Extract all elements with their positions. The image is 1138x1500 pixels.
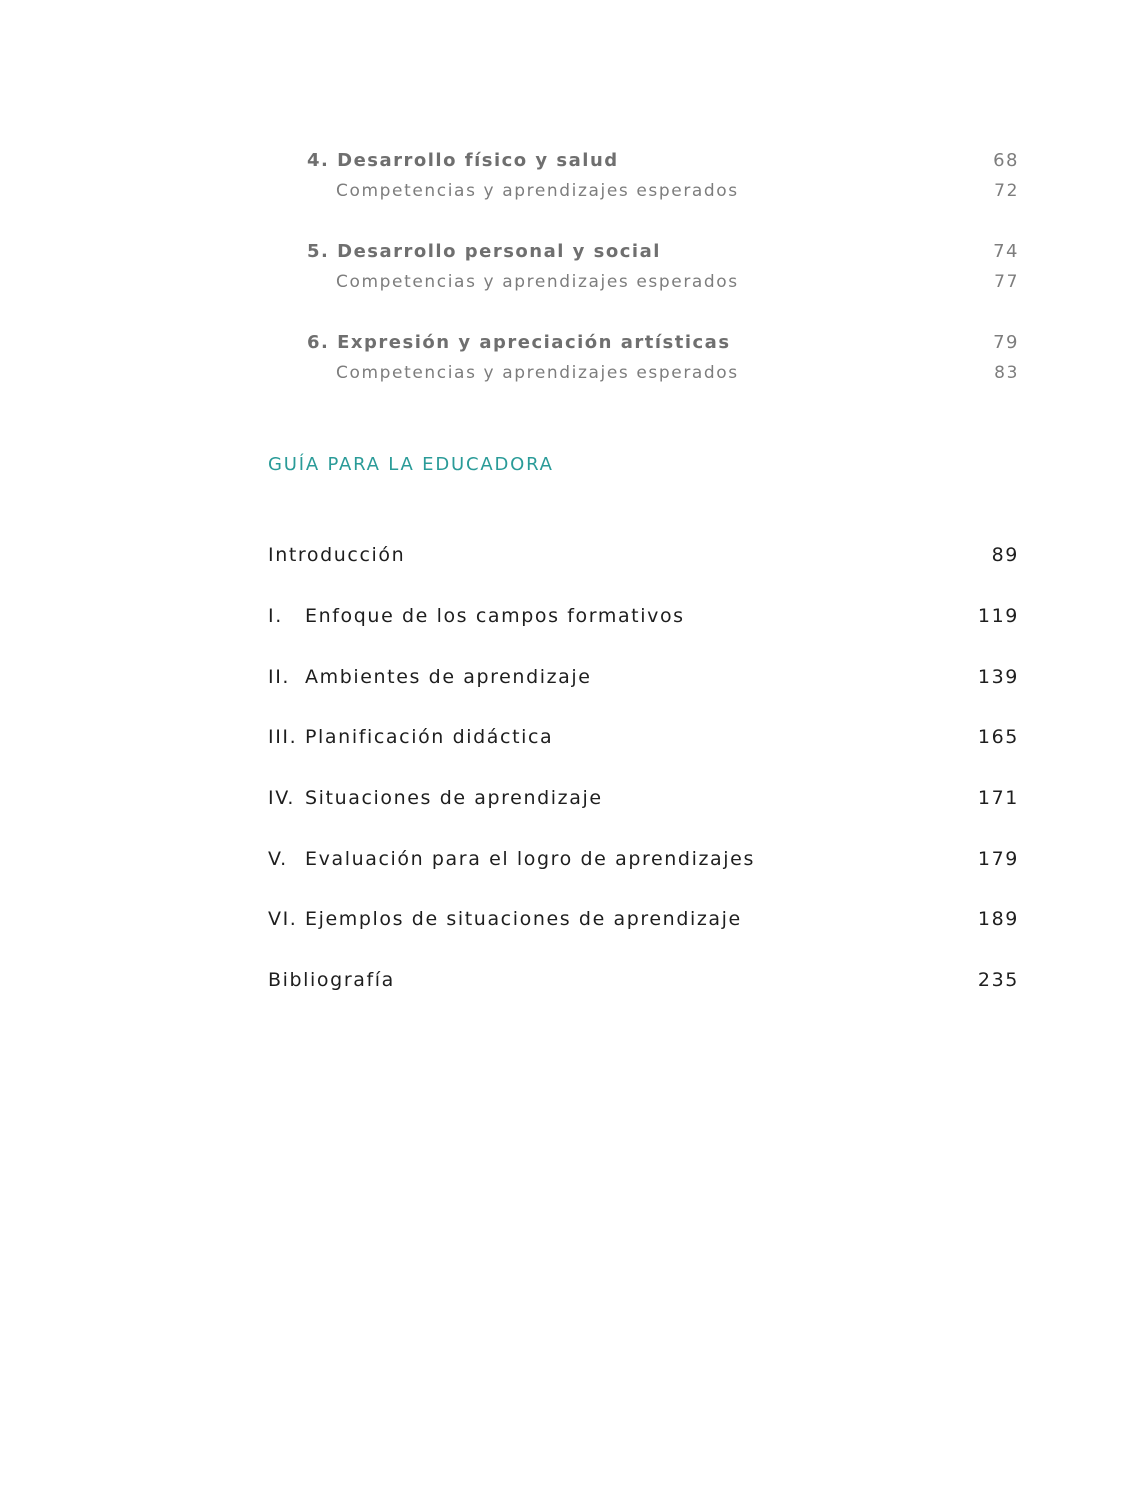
page-number: 74 [993,241,1019,262]
entry-label [268,908,742,930]
page-number: 165 [977,726,1019,748]
entry-title: Enfoque de los campos formativos [305,605,685,627]
entry-title: Evaluación para el logro de aprendizajes [305,848,755,870]
toc-entry-iv[interactable] [268,787,1019,809]
sub-entry-label: Competencias y aprendizajes esperados [336,363,739,383]
toc-entry-ii[interactable] [268,666,1019,688]
entry-numeral: II. [268,666,291,688]
toc-campo-4-sub[interactable] [336,181,1019,201]
page-number: 72 [994,181,1019,201]
toc-entry-bibliografia[interactable] [268,969,1019,991]
entry-label [268,848,755,870]
section-heading: GUÍA PARA LA EDUCADORA [268,454,554,475]
page-number: 235 [977,969,1019,991]
page-number: 139 [977,666,1019,688]
toc-entry-vi[interactable] [268,908,1019,930]
page-number: 79 [993,332,1019,353]
toc-entry-introduccion[interactable] [268,544,1019,566]
campo-title: 5. Desarrollo personal y social [307,241,661,262]
entry-title: Ejemplos de situaciones de aprendizaje [305,908,742,930]
toc-campo-6[interactable] [307,332,1019,353]
entry-numeral: V. [268,848,288,870]
entry-numeral: VI. [268,908,298,930]
entry-label [268,605,685,627]
page-number: 83 [994,363,1019,383]
entry-title: Planificación didáctica [305,726,554,748]
entry-title: Situaciones de aprendizaje [305,787,603,809]
page-number: 89 [991,544,1019,566]
entry-title: Ambientes de aprendizaje [305,666,592,688]
toc-campo-6-sub[interactable] [336,363,1019,383]
page-number: 171 [977,787,1019,809]
campo-title: 4. Desarrollo físico y salud [307,150,619,171]
page-number: 119 [977,605,1019,627]
entry-label [268,787,603,809]
page-number: 68 [993,150,1019,171]
toc-entry-i[interactable] [268,605,1019,627]
toc-entry-iii[interactable] [268,726,1019,748]
sub-entry-label: Competencias y aprendizajes esperados [336,272,739,292]
toc-campo-5-sub[interactable] [336,272,1019,292]
entry-title: Bibliografía [268,969,395,991]
page-number: 179 [977,848,1019,870]
entry-label [268,726,553,748]
sub-entry-label: Competencias y aprendizajes esperados [336,181,739,201]
entry-numeral: III. [268,726,298,748]
entry-label [268,544,405,566]
page-number: 77 [994,272,1019,292]
toc-campo-4[interactable] [307,150,1019,171]
entry-numeral: IV. [268,787,295,809]
entry-numeral: I. [268,605,283,627]
entry-label [268,969,395,991]
page-number: 189 [977,908,1019,930]
toc-entry-v[interactable] [268,848,1019,870]
campo-title: 6. Expresión y apreciación artísticas [307,332,731,353]
entry-label [268,666,592,688]
entry-title: Introducción [268,544,406,566]
toc-campo-5[interactable] [307,241,1019,262]
